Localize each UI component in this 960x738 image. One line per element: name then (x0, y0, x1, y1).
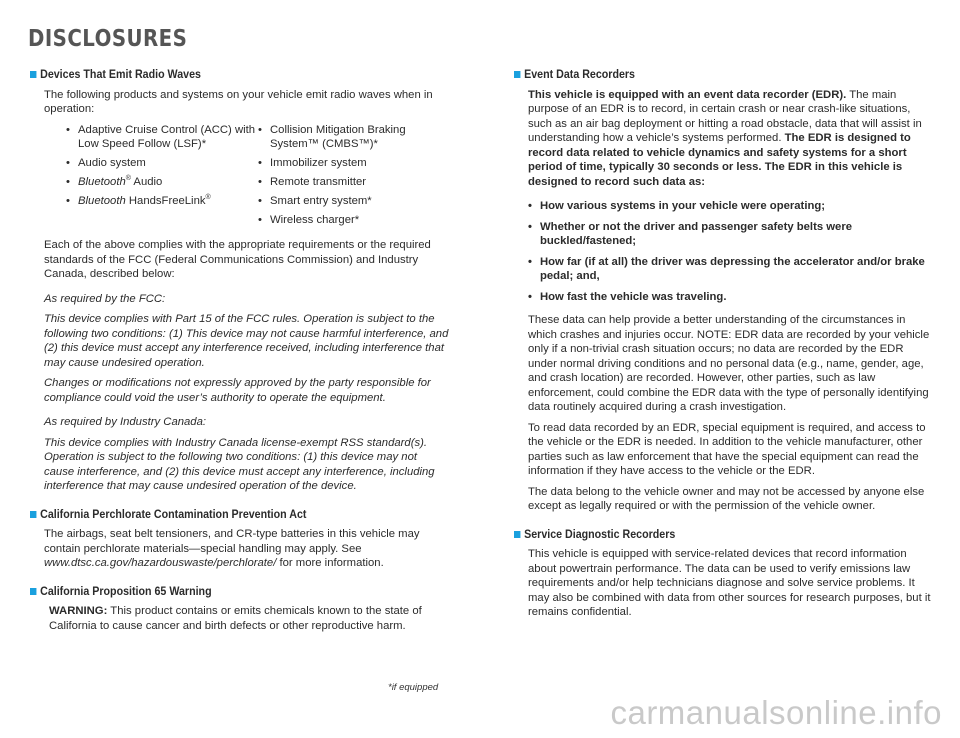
edr-para1: These data can help provide a better understanding of the circumstances in which crashes and injuries occur. NOTE: EDR data are recorded by your vehicle only if a non-trivial crash situation occurs; no data are recorded by the EDR under normal driving conditions and no personal data (e.g., name, gender, age, and crash location) are recorded. However, other parties, such as law enforcement, could combine the EDR data with the type of personally identifying data routinely acquired during a crash investigation. (528, 314, 930, 413)
list-item: • Adaptive Cruise Control (ACC) with Low Speed Follow (LSF)* (66, 123, 258, 152)
fcc-changes: Changes or modifications not expressly approved by the party responsible for compliance could void the user’s authority to operate the equipment. (44, 377, 431, 404)
compliance-text: Each of the above complies with the appropriate requirements or the required standards of the FCC (Federal Communications Commission) and Industry Canada, described below: (44, 239, 431, 280)
footnote: *if equipped (388, 682, 439, 693)
edr-body (514, 88, 932, 514)
section-heading-radio: Devices That Emit Radio Waves (30, 68, 416, 83)
section-square-icon (30, 71, 36, 78)
list-item: • Remote transmitter (258, 175, 450, 190)
edr-para2: To read data recorded by an EDR, special equipment is required, and access to the vehicle or the EDR is needed. In addition to the vehicle manufacturer, other parties such as law enforcement that have the special equipment can read the information if they have access to the vehicle or the EDR. (528, 421, 926, 477)
service-body (514, 547, 932, 620)
list-item: • Wireless charger* (258, 213, 450, 228)
list-item: • How far (if at all) the driver was depressing the accelerator and/or brake pedal; and, (528, 255, 932, 284)
edr-bullets (528, 199, 932, 304)
device-list-col2 (258, 123, 450, 233)
ic-label: As required by Industry Canada: (44, 416, 207, 428)
device-list (44, 123, 450, 233)
section-square-icon (514, 531, 520, 538)
page-title: DISCLOSURES (28, 26, 188, 52)
section-heading-service: Service Diagnostic Recorders (514, 528, 899, 543)
list-item: • How various systems in your vehicle were operating; (528, 199, 932, 214)
radio-intro: The following products and systems on your vehicle emit radio waves when in operation: (44, 88, 433, 115)
list-item: • Whether or not the driver and passenger safety belts were buckled/fastened; (528, 220, 932, 249)
device-list-col1 (66, 123, 258, 233)
warning-label: WARNING: (49, 605, 108, 617)
list-item: • Audio system (66, 156, 258, 171)
list-item: • Smart entry system* (258, 194, 450, 209)
left-column (30, 68, 450, 639)
watermark: carmanualsonline.info (610, 694, 942, 731)
section-heading-perchlorate: California Perchlorate Contamination Prevention Act (30, 508, 416, 523)
list-item: • Bluetooth HandsFreeLink® (66, 194, 258, 209)
list-item: • Bluetooth® Audio (66, 175, 258, 190)
fcc-label: As required by the FCC: (44, 292, 166, 305)
section-heading-prop65: California Proposition 65 Warning (30, 585, 416, 600)
list-item: • Immobilizer system (258, 156, 450, 171)
edr-para3: The data belong to the vehicle owner and may not be accessed by anyone else except as legally required or with the permission of the vehicle owner. (528, 485, 925, 512)
radio-section-body (30, 88, 450, 494)
section-heading-edr: Event Data Recorders (514, 68, 899, 83)
section-square-icon (514, 71, 520, 78)
service-text: This vehicle is equipped with service-related devices that record information about powertrain performance. The data can be used to verify emissions law requirements and/or help technicians diagnose and solve service problems. It may also be combined with data from other sources for research purposes, but it remains confidential. (528, 548, 931, 618)
section-square-icon (30, 588, 36, 595)
edr-lead: This vehicle is equipped with an event data recorder (EDR). The main purpose of an EDR is to record, in certain crash or near crash-like situations, such as an air bag deployment or hitting a road obstacle, data that will assist in understanding how a vehicle’s systems performed. The EDR is designed to record data related to vehicle dynamics and safety systems for a short period of time, typically 30 seconds or less. The EDR in this vehicle is designed to record such data as: (528, 88, 922, 188)
section-square-icon (30, 511, 36, 518)
list-item: • How fast the vehicle was traveling. (528, 290, 932, 305)
right-column (514, 68, 932, 626)
perchlorate-body: The airbags, seat belt tensioners, and CR-type batteries in this vehicle may contain perchlorate materials—special handling may apply. See www.dtsc.ca.gov/hazardouswaste/perchlorate/ for more information. (44, 528, 420, 569)
ic-text: This device complies with Industry Canada license-exempt RSS standard(s). Operation is subject to the following two conditions: (1) this device may not cause interference, and (2) this device must accept any interference, including interference that may cause undesired operation of the device. (44, 436, 435, 492)
perchlorate-link[interactable]: www.dtsc.ca.gov/hazardouswaste/perchlorate/ (44, 557, 277, 569)
fcc-text: This device complies with Part 15 of the FCC rules. Operation is subject to the following two conditions: (1) This device may not cause harmful interference, and (2) this device must accept any interference received, including interference that may cause undesired operation. (44, 313, 449, 369)
list-item: • Collision Mitigation Braking System™ (CMBS™)* (258, 123, 450, 152)
prop65-body: WARNING: This product contains or emits chemicals known to the state of California to cause cancer and birth defects or other reproductive harm. (49, 605, 422, 632)
